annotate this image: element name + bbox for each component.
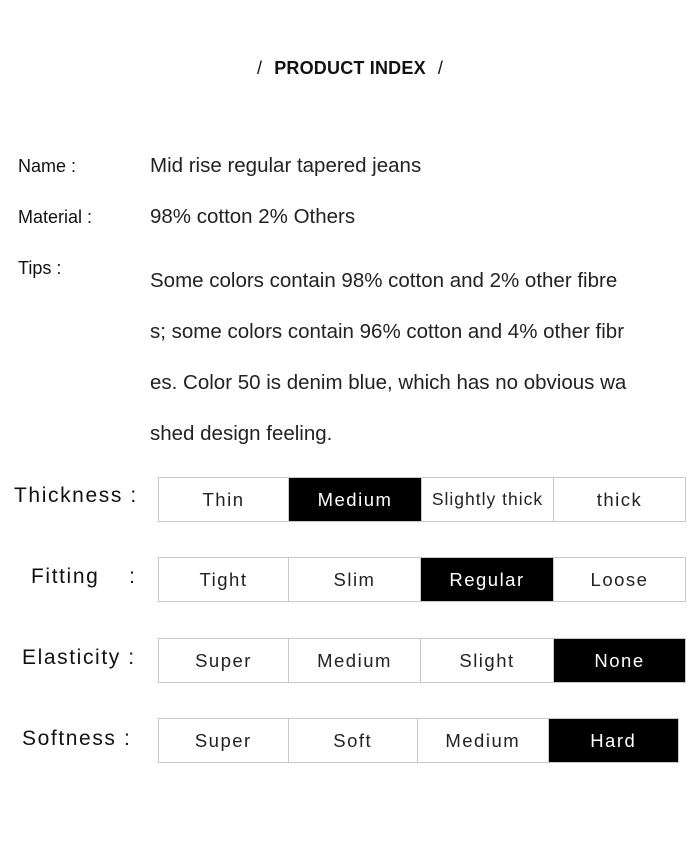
title-slash-right: /	[437, 58, 444, 78]
fitting-option-tight[interactable]: Tight	[159, 558, 289, 601]
softness-option-soft[interactable]: Soft	[289, 719, 419, 762]
tips-line: shed design feeling.	[150, 422, 333, 445]
title-slash-left: /	[256, 58, 263, 78]
fitting-option-regular[interactable]: Regular	[421, 558, 554, 601]
tips-line: es. Color 50 is denim blue, which has no obvious wa	[150, 371, 627, 394]
fitting-scale	[158, 557, 686, 602]
material-value: 98% cotton 2% Others	[150, 205, 356, 228]
title-text: PRODUCT INDEX	[274, 58, 426, 78]
fitting-option-loose[interactable]: Loose	[590, 568, 649, 590]
elasticity-option-medium[interactable]: Medium	[289, 639, 421, 682]
name-label: Name :	[18, 156, 77, 176]
elasticity-option-slight[interactable]: Slight	[421, 639, 554, 682]
softness-option-hard[interactable]: Hard	[549, 719, 679, 762]
thickness-scale	[158, 477, 686, 522]
fitting-label: Fitting :	[31, 565, 137, 588]
fitting-option-slim[interactable]: Slim	[289, 558, 421, 601]
thickness-option-thin[interactable]: Thin	[159, 478, 289, 521]
name-value: Mid rise regular tapered jeans	[150, 154, 422, 177]
tips-line: Some colors contain 98% cotton and 2% other fibre	[150, 269, 618, 292]
softness-option-medium[interactable]: Medium	[418, 719, 549, 762]
tips-label: Tips :	[18, 258, 62, 278]
thickness-label: Thickness :	[14, 484, 138, 507]
thickness-option-slightly-thick[interactable]: Slightly thick	[422, 478, 554, 521]
tips-text	[150, 255, 670, 459]
elasticity-option-super[interactable]: Super	[159, 639, 289, 682]
page-title	[0, 58, 700, 79]
softness-scale	[158, 718, 679, 763]
softness-option-super[interactable]: Super	[159, 719, 289, 762]
material-label: Material :	[18, 207, 93, 227]
elasticity-option-none[interactable]: None	[554, 639, 685, 682]
elasticity-scale	[158, 638, 686, 683]
elasticity-label: Elasticity :	[22, 646, 136, 669]
tips-line: s; some colors contain 96% cotton and 4% other fibr	[150, 320, 625, 343]
thickness-option-thick[interactable]: thick	[596, 488, 643, 510]
softness-label: Softness :	[22, 727, 132, 750]
thickness-option-medium[interactable]: Medium	[289, 478, 422, 521]
